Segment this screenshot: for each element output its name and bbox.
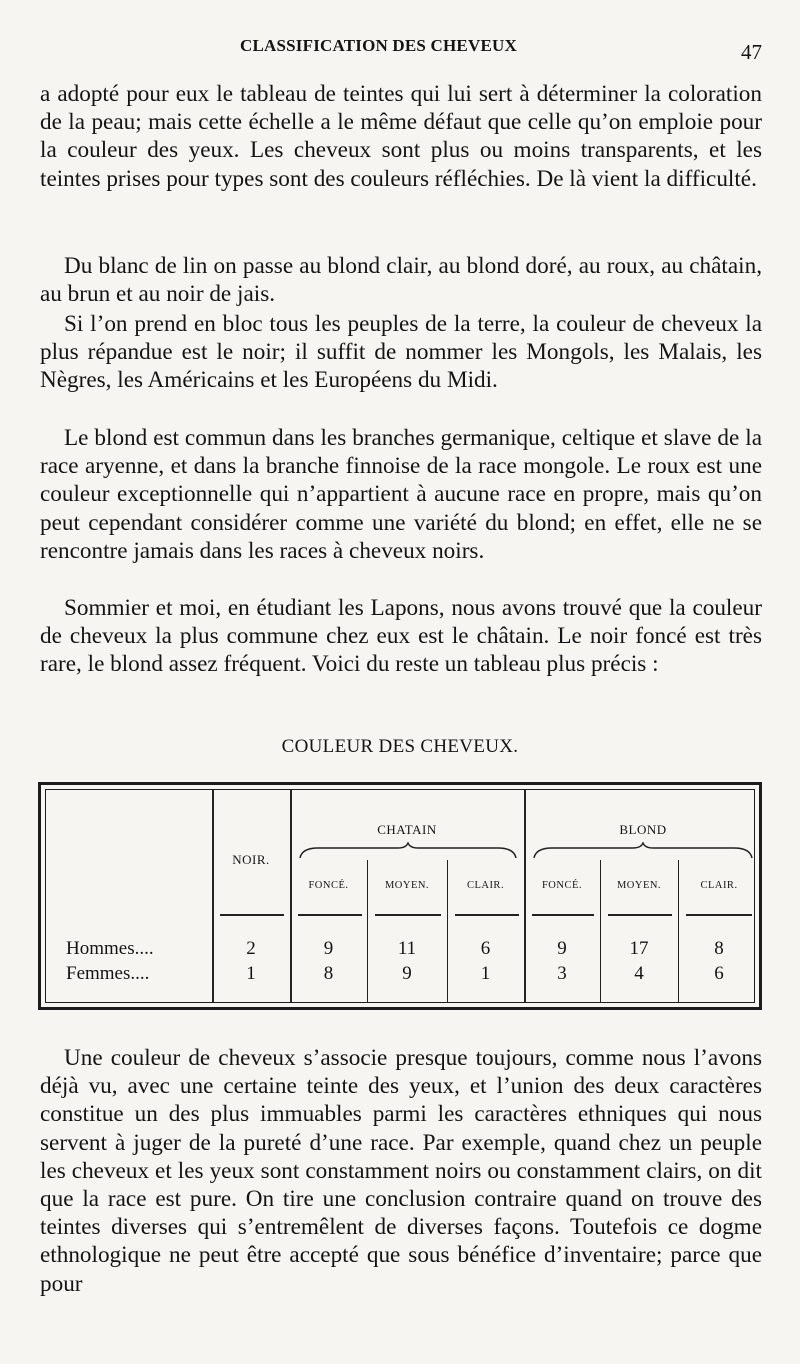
page-header <box>0 32 800 68</box>
page-number: 47 <box>741 40 762 64</box>
table-cell: 1 <box>246 963 256 984</box>
sub-header-chatain-moyen: MOYEN. <box>384 880 430 891</box>
paragraph: Sommier et moi, en étudiant les Lapons, nous avons trouvé que la couleur de cheveux la plus commune chez eux est le châtain. Le noir foncé est très rare, le blond assez fréquent. Voici du reste un tableau plus précis : <box>40 595 762 678</box>
sub-header-blond-clair: CLAIR. <box>700 880 738 891</box>
sub-header-chatain-fonce: FONCÉ. <box>308 880 349 891</box>
column-rule <box>532 914 594 916</box>
table-cell: 17 <box>629 938 649 959</box>
hair-color-table <box>38 782 762 1010</box>
table-cell: 9 <box>323 938 334 959</box>
table-cell: 2 <box>246 938 256 959</box>
table-cell: 11 <box>397 938 417 959</box>
paragraph: Une couleur de cheveux s’associe presque toujours, comme nous l’avons déjà vu, avec une certaine teinte des yeux, et l’union des deux caractères constitue un des plus immuables parmi les caractères ethniques qui nous servent à juger de la pureté d’une race. Par exemple, quand chez un peuple les cheveux et les yeux sont constamment noirs ou constamment clairs, on dit que la race est pure. On tire une conclusion contraire quand on trouve des teintes diverses qui s’entremêlent de diverses façons. Toutefois ce dogme ethnologique ne peut être accepté que sous bénéfice d’inventaire; parce que pour <box>40 1045 762 1297</box>
table-cell: 6 <box>480 938 491 959</box>
brace-chatain <box>298 842 518 860</box>
table-cell: 4 <box>634 963 644 984</box>
table-inner-border <box>45 789 755 1003</box>
sub-header-blond-moyen: MOYEN. <box>616 880 662 891</box>
paragraph: Du blanc de lin on passe au blond clair, au blond doré, au roux, au châtain, au brun et au noir de jais. <box>40 253 762 308</box>
column-rule <box>298 914 362 916</box>
sub-header-blond-fonce: FONCÉ. <box>541 880 583 891</box>
table-cell: 8 <box>323 963 334 984</box>
row-label-hommes: Hommes.... <box>66 938 154 959</box>
brace-blond <box>532 842 754 860</box>
table-cell: 3 <box>557 963 567 984</box>
column-rule <box>375 914 441 916</box>
sub-header-chatain-clair: CLAIR. <box>466 880 505 891</box>
col-header-noir: NOIR. <box>232 852 270 867</box>
paragraph: Le blond est commun dans les branches germanique, celtique et slave de la race aryenne, et dans la branche finnoise de la race mongole. Le roux est une couleur exceptionnelle qui n’appartient à aucune race en propre, mais qu’on peut cependant considérer comme une variété du blond; en effet, elle ne se rencontre jamais dans les races à cheveux noirs. <box>40 425 762 564</box>
column-rule <box>608 914 672 916</box>
group-header-chatain: CHATAIN <box>377 822 437 837</box>
table-cell: 6 <box>714 963 724 984</box>
paragraph: Si l’on prend en bloc tous les peuples de la terre, la couleur de cheveux la plus répandue est le noir; il suffit de nommer les Mongols, les Malais, les Nègres, les Américains et les Européens du Midi. <box>40 311 762 394</box>
table-cell: 9 <box>557 938 567 959</box>
table-cell: 9 <box>402 963 412 984</box>
paragraph: a adopté pour eux le tableau de teintes qui lui sert à déterminer la coloration de la peau; mais cette échelle a le même défaut que celle qu’on emploie pour la couleur des yeux. Les cheveux sont plus ou moins transparents, et les teintes prises pour types sont des couleurs réfléchies. De là vient la difficulté. <box>40 81 762 192</box>
table-caption: COULEUR DES CHEVEUX. <box>281 736 519 757</box>
row-label-femmes: Femmes.... <box>66 963 150 984</box>
running-title: CLASSIFICATION DES CHEVEUX <box>240 36 517 55</box>
column-rule <box>220 914 284 916</box>
table-cell: 1 <box>480 963 491 984</box>
column-rule <box>686 914 752 916</box>
column-rule <box>455 914 519 916</box>
group-header-blond: BLOND <box>619 822 667 837</box>
table-cell: 8 <box>714 938 724 959</box>
